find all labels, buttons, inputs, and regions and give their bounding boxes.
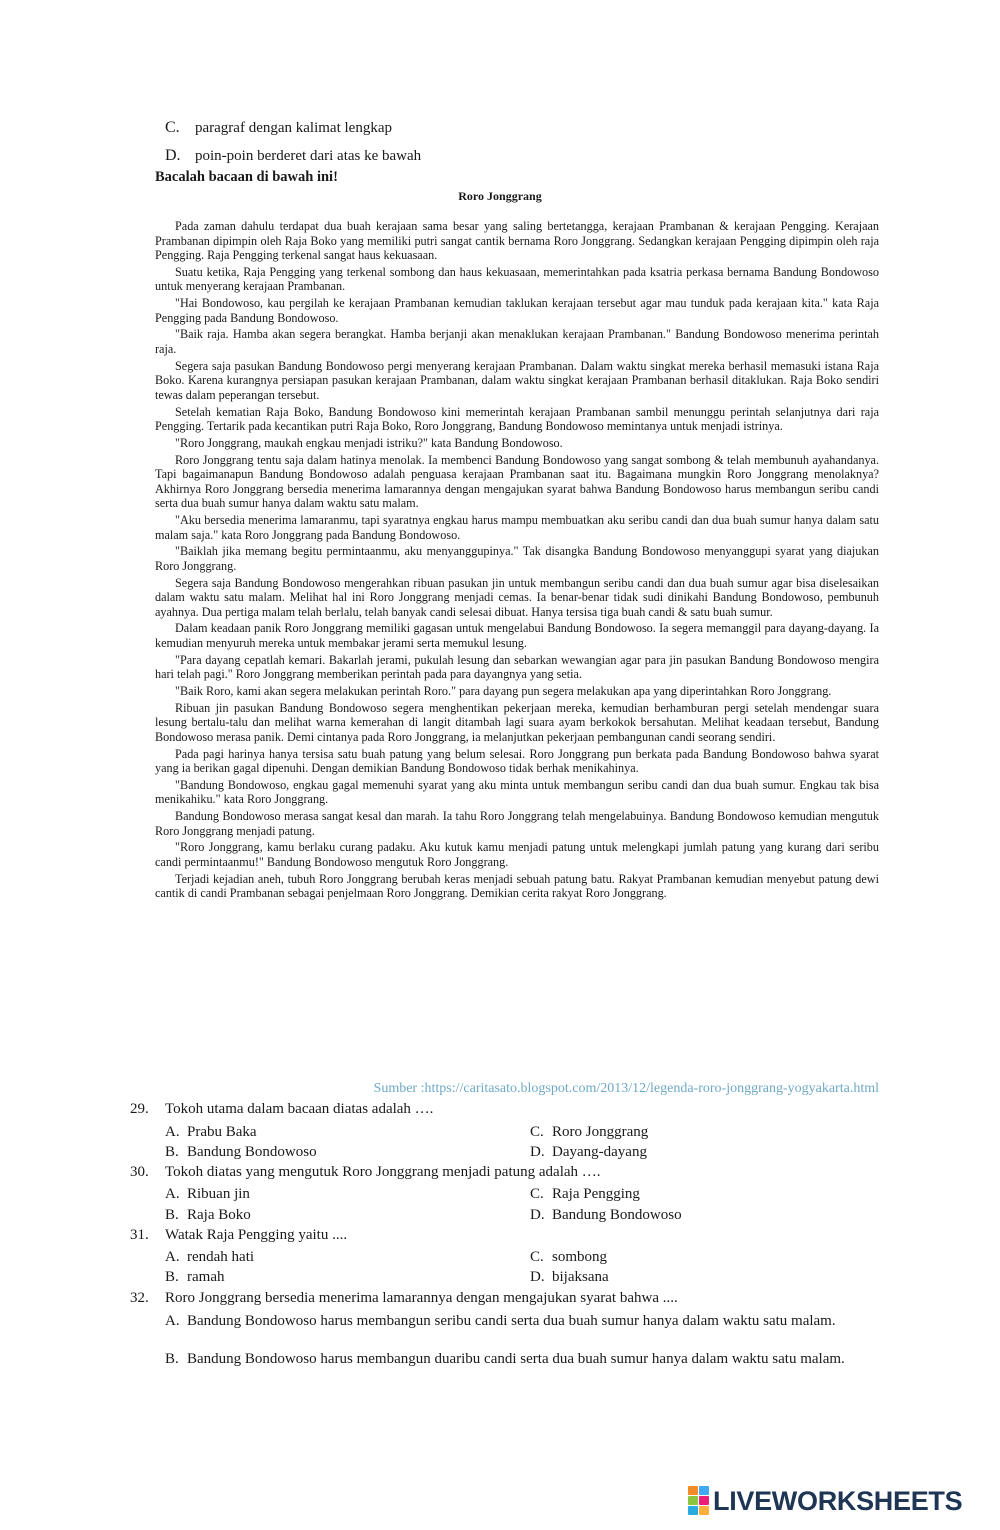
story-paragraph: Segera saja Bandung Bondowoso mengerahkan ribuan pasukan jin untuk membangun seribu candi dan dua buah sumur agar bisa diselesaikan dalam waktu satu malam. Melihat hal ini Roro Jonggrang menjadi cemas. Ia benar-benar tidak sudi dinikahi Bandung Bondowoso, pembunuh ayahnya. Dua pertiga malam telah berlalu, telah banyak candi selesai dibuat. Hanya tersisa tiga buah candi & satu buah sumur. (155, 575, 879, 619)
logo-block (699, 1506, 709, 1515)
story-paragraph: Pada zaman dahulu terdapat dua buah kerajaan sama besar yang saling bertetangga, kerajaan Prambanan & kerajaan Pengging. Kerajaan Prambanan dipimpin oleh Raja Boko yang memiliki putri sangat cantik bernama Roro Jonggrang. Sedangkan kerajaan Pengging dipimpin oleh raja Pengging. Raja Pengging terkenal sangat haus kekuasaan. (155, 219, 879, 263)
q31-option-b[interactable] (165, 1269, 224, 1286)
story-paragraph: Terjadi kejadian aneh, tubuh Roro Jonggrang berubah keras menjadi sebuah patung batu. Rakyat Prambanan kemudian menyebut patung dewi cantik di candi Prambanan sebagai penjelmaan Roro Jonggrang. Demikian cerita rakyat Roro Jonggrang. (155, 871, 879, 901)
option-letter: B. (165, 1144, 179, 1160)
q29-option-a[interactable] (165, 1124, 257, 1141)
option-text: Bandung Bondowoso harus membangun duaribu candi serta dua buah sumur hanya dalam waktu satu malam. (187, 1351, 845, 1367)
story-paragraph: Ribuan jin pasukan Bandung Bondowoso segera menghentikan pekerjaan mereka, kemudian berhamburan pergi setelah mendengar suara lesung bertalu-talu dan melihat warna kemerahan di langit ditambah lagi suara ayam berkokok bersahutan. Melihat keadaan tersebut, Bandung Bondowoso merasa panik. Demi cintanya pada Roro Jonggrang, ia melanjutkan pekerjaan pembangunan candi seorang sendiri. (155, 700, 879, 744)
story-paragraph: Roro Jonggrang tentu saja dalam hatinya menolak. Ia membenci Bandung Bondowoso yang sangat sombong & telah membunuh ayahandanya. Tapi bagaimanapun Bandung Bondowoso adalah penguasa kerajaan Prambanan saat itu. Bagaimana mungkin Roro Jonggrang menolaknya? Akhirnya Roro Jonggrang bersedia menerima lamarannya dengan mengajukan syarat bahwa Bandung Bondowoso harus membangun seribu candi serta dua buah sumur hanya dalam waktu satu malam. (155, 452, 879, 511)
question-number: 30. (130, 1164, 149, 1180)
q30-option-c[interactable] (530, 1186, 640, 1203)
q32-option-b[interactable] (165, 1350, 879, 1368)
option-text: Dayang-dayang (552, 1144, 647, 1160)
option-text: Raja Pengging (552, 1186, 640, 1202)
q31-option-d[interactable] (530, 1269, 609, 1286)
story-paragraph: "Baik raja. Hamba akan segera berangkat. Hamba berjanji akan menaklukan kerajaan Prambanan." Bandung Bondowoso menerima perintah raja. (155, 327, 879, 357)
story-title: Roro Jonggrang (458, 189, 542, 203)
liveworksheets-logo (688, 1484, 962, 1518)
option-letter: A. (165, 1249, 180, 1265)
option-text: Bandung Bondowoso (187, 1144, 317, 1160)
logo-block (688, 1486, 698, 1495)
option-text: Bandung Bondowoso (552, 1207, 682, 1223)
question-31 (130, 1227, 347, 1244)
option-letter: C. (530, 1249, 544, 1265)
option-text: Raja Boko (187, 1207, 251, 1223)
story-paragraph: Bandung Bondowoso merasa sangat kesal dan marah. Ia tahu Roro Jonggrang telah mengelabuinya. Bandung Bondowoso kemudian mengutuk Roro Jonggrang menjadi patung. (155, 809, 879, 838)
q29-option-c[interactable] (530, 1124, 648, 1141)
logo-text: LIVEWORKSHEETS (713, 1485, 963, 1516)
question-30 (130, 1164, 601, 1181)
option-text: bijaksana (552, 1269, 609, 1285)
story-paragraph: "Roro Jonggrang, maukah engkau menjadi istriku?" kata Bandung Bondowoso. (175, 435, 563, 450)
q30-option-d[interactable] (530, 1207, 682, 1224)
story-paragraph: Suatu ketika, Raja Pengging yang terkenal sombong dan haus kekuasaan, memerintahkan pada ksatria perkasa bernama Bandung Bondowoso untuk menyerang kerajaan Prambanan. (155, 264, 879, 294)
option-letter: D. (530, 1144, 545, 1160)
q30-option-a[interactable] (165, 1186, 250, 1203)
story-paragraph: "Bandung Bondowoso, engkau gagal memenuhi syarat yang aku minta untuk membangun seribu candi dan dua buah sumur. Engkau tak bisa menikahiku." kata Roro Jonggrang. (155, 777, 879, 807)
option-letter: C. (165, 119, 180, 136)
option-letter: C. (530, 1186, 544, 1202)
option-letter: A. (165, 1186, 180, 1202)
reading-instruction: Bacalah bacaan di bawah ini! (155, 169, 338, 185)
story-paragraph: "Baiklah jika memang begitu permintaanmu, aku menyanggupinya." Tak disangka Bandung Bondowoso menyanggupi syarat yang diajukan Roro Jonggrang. (155, 544, 879, 573)
previous-option-d (165, 147, 421, 165)
q32-option-a[interactable] (165, 1312, 879, 1330)
story-paragraph: Dalam keadaan panik Roro Jonggrang memiliki gagasan untuk mengelabui Bandung Bondowoso. Ia segera memanggil para dayang-dayang. Ia kemudian menyuruh mereka untuk membakar jerami serta memukul lesung. (155, 621, 879, 651)
story-paragraph: Pada pagi harinya hanya tersisa satu buah patung yang belum selesai. Roro Jonggrang pun berkata pada Bandung Bondowoso bahwa syarat yang ia berikan gagal dipenuhi. Dengan demikian Bandung Bondowoso tidak berhak menikahinya. (155, 746, 879, 776)
previous-option-c (165, 119, 392, 137)
option-text: ramah (187, 1269, 225, 1285)
story-paragraph: "Roro Jonggrang, kamu berlaku curang padaku. Aku kutuk kamu menjadi patung untuk melengkapi jumlah patung yang kurang dari seribu candi permintaanmu!" Bandung Bondowoso mengutuk Roro Jonggrang. (155, 840, 879, 870)
question-29 (130, 1101, 433, 1118)
logo-block (688, 1496, 698, 1505)
q29-option-d[interactable] (530, 1144, 647, 1161)
story-paragraph: "Aku bersedia menerima lamaranmu, tapi syaratnya engkau harus mampu membuatkan aku seribu candi dan dua buah sumur hanya dalam satu malam saja." kata Roro Jonggrang pada Bandung Bondowoso. (155, 513, 879, 542)
story-paragraph: "Hai Bondowoso, kau pergilah ke kerajaan Prambanan kemudian taklukan kerajaan tersebut agar mau tunduk pada kerajaan kita." kata Raja Pengging pada Bandung Bondowoso. (155, 296, 879, 325)
q29-option-b[interactable] (165, 1144, 317, 1161)
q31-option-a[interactable] (165, 1249, 254, 1266)
option-letter: B. (165, 1207, 179, 1223)
option-letter: D. (530, 1207, 545, 1223)
option-text: Prabu Baka (187, 1124, 257, 1140)
story-paragraph: Setelah kematian Raja Boko, Bandung Bondowoso kini memerintah kerajaan Prambanan sambil menunggu perintah selanjutnya dari raja Pengging. Tertarik pada kecantikan putri Raja Boko, Roro Jonggrang, Bandung Bondowoso memintanya untuk menjadi istrinya. (155, 404, 879, 434)
logo-block (688, 1506, 698, 1515)
option-letter: B. (165, 1351, 179, 1367)
option-letter: A. (165, 1124, 180, 1140)
logo-mark-icon (688, 1486, 710, 1516)
option-letter: B. (165, 1269, 179, 1285)
story-paragraph: "Baik Roro, kami akan segera melakukan perintah Roro." para dayang pun segera melakukan apa yang diperintahkan Roro Jonggrang. (175, 684, 832, 699)
option-letter: A. (165, 1313, 180, 1329)
logo-block (699, 1486, 709, 1495)
option-text: Roro Jonggrang (552, 1124, 649, 1140)
option-text: Bandung Bondowoso harus membangun seribu candi serta dua buah sumur hanya dalam waktu satu malam. (187, 1313, 836, 1329)
question-number: 31. (130, 1227, 149, 1243)
q30-option-b[interactable] (165, 1207, 251, 1224)
logo-block (699, 1496, 709, 1505)
option-letter: D. (530, 1269, 545, 1285)
question-number: 29. (130, 1101, 149, 1117)
option-letter: D. (165, 147, 181, 164)
option-text: rendah hati (187, 1249, 255, 1265)
question-number: 32. (130, 1290, 149, 1306)
question-text: Tokoh diatas yang mengutuk Roro Jonggrang menjadi patung adalah …. (165, 1164, 601, 1180)
question-text: Watak Raja Pengging yaitu .... (165, 1227, 348, 1243)
option-text: Ribuan jin (187, 1186, 250, 1202)
option-text: poin-poin berderet dari atas ke bawah (195, 148, 422, 164)
question-text: Tokoh utama dalam bacaan diatas adalah …. (165, 1101, 434, 1117)
option-text: sombong (552, 1249, 608, 1265)
story-paragraph: Segera saja pasukan Bandung Bondowoso pergi menyerang kerajaan Prambanan. Dalam waktu singkat mereka berhasil memasuki istana Raja Boko. Karena kurangnya persiapan pasukan kerajaan Prambanan, dalam waktu singkat kerajaan Prambanan berhasil ditaklukan. Raja Boko sendiri tewas dalam peperangan tersebut. (155, 358, 879, 402)
question-32 (130, 1290, 678, 1307)
question-text: Roro Jonggrang bersedia menerima lamarannya dengan mengajukan syarat bahwa .... (165, 1290, 678, 1306)
q31-option-c[interactable] (530, 1249, 607, 1266)
story-paragraph: "Para dayang cepatlah kemari. Bakarlah jerami, pukulah lesung dan sebarkan wewangian agar para jin pasukan Bandung Bondowoso mengira hari telah pagi." Roro Jonggrang memberikan perintah pada para dayangnya yang setia. (155, 652, 879, 682)
option-text: paragraf dengan kalimat lengkap (195, 120, 392, 136)
story-text (155, 219, 879, 903)
source-link[interactable]: Sumber :https://caritasato.blogspot.com/2013/12/legenda-roro-jonggrang-yogyakarta.html (373, 1081, 879, 1096)
option-letter: C. (530, 1124, 544, 1140)
